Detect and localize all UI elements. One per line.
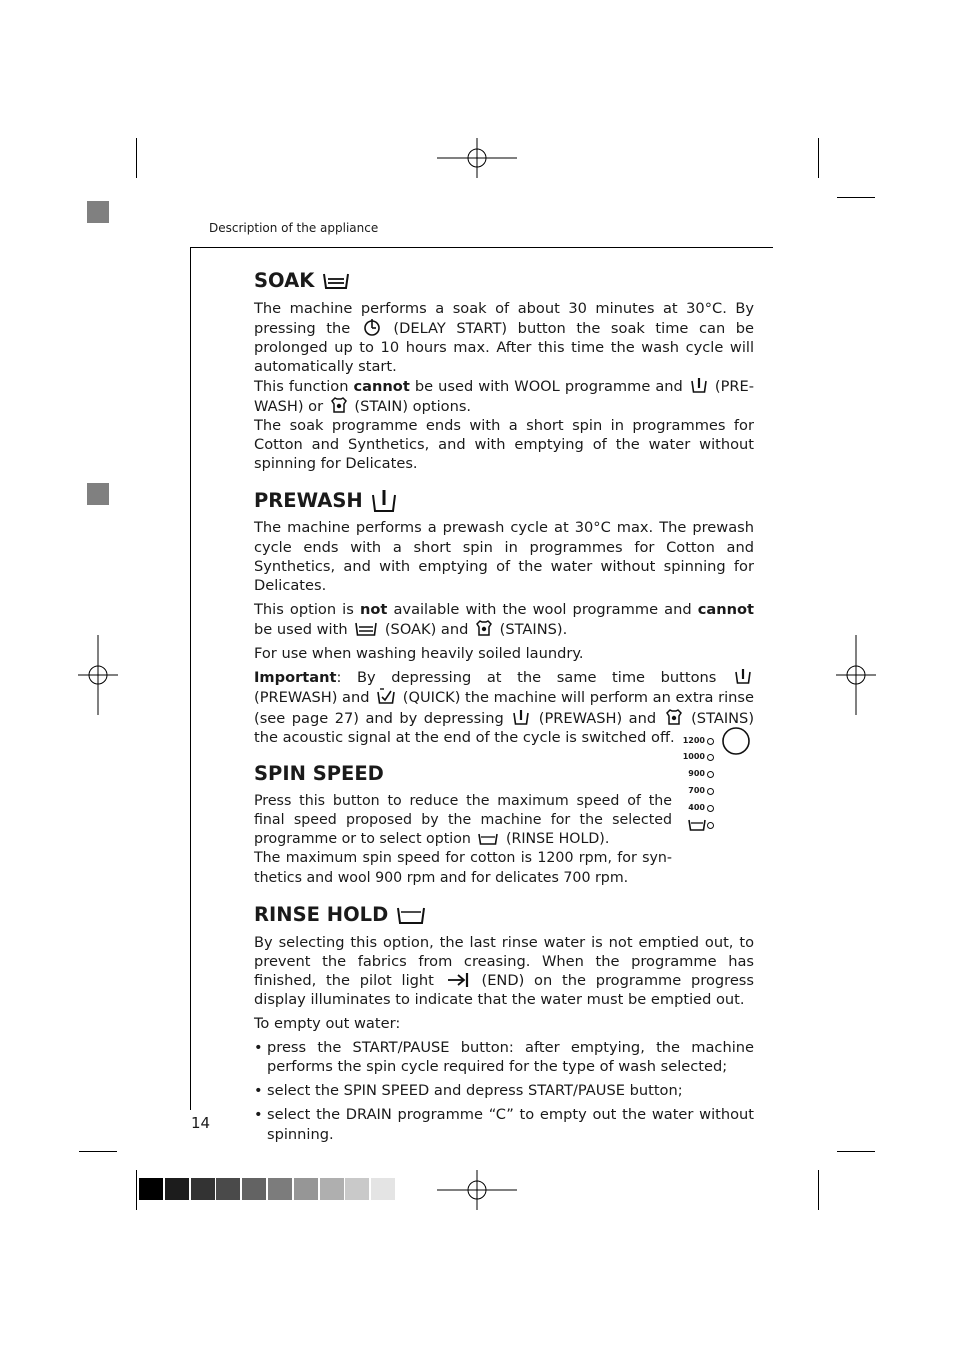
rinse-hold-paragraph-2: To empty out water: [254, 1015, 401, 1033]
color-swatch [216, 1178, 240, 1200]
crop-mark [837, 1151, 875, 1152]
speed-label-400: 400 [688, 803, 705, 812]
color-swatch [294, 1178, 318, 1200]
speed-indicator-light [707, 738, 714, 745]
speed-indicator-light [707, 822, 714, 829]
prewash-heading: PREWASH [254, 488, 754, 514]
end-arrow-icon [446, 972, 470, 988]
rinse-hold-icon [477, 832, 499, 846]
crop-mark [818, 1170, 819, 1210]
main-content [254, 268, 754, 1144]
bullet-marker: • [254, 1082, 263, 1100]
color-swatch [165, 1178, 189, 1200]
prewash-section [254, 488, 754, 747]
gray-tab-marker [87, 201, 109, 223]
crop-mark [79, 1151, 117, 1152]
rinse-hold-heading: RINSE HOLD [254, 902, 754, 928]
rinse-hold-section [254, 902, 754, 1144]
rinse-hold-paragraph-1: By selecting this option, the last rinse water is not emptied out, to prevent the fabrics from creasing. When the programme has finished, the pilot light (END) on the programme progress display illuminates to indicate that the water must be emptied out. [254, 933, 755, 1009]
color-swatch [268, 1178, 292, 1200]
margin-rule [190, 247, 191, 1110]
soak-heading: SOAK [254, 268, 754, 294]
crop-mark [837, 197, 875, 198]
rinse-hold-icon [396, 905, 426, 925]
color-swatch [139, 1178, 163, 1200]
stain-icon [330, 396, 348, 414]
speed-label-1000: 1000 [682, 752, 705, 761]
soak-paragraph-2: This function cannot be used with WOOL programme and (PRE-WASH) or (STAIN) options. [254, 377, 755, 415]
spin-speed-text [254, 792, 672, 888]
bullet-marker: • [254, 1106, 263, 1124]
stain-icon [665, 708, 683, 726]
list-item: • press the START/PAUSE button: after emptying, the machine performs the spin cycle required for the type of wash selected; [254, 1039, 754, 1076]
gray-tab-marker [87, 483, 109, 505]
speed-label-900: 900 [688, 769, 705, 778]
page-number: 14 [191, 1114, 211, 1132]
color-swatch [191, 1178, 215, 1200]
speed-indicator-light [707, 805, 714, 812]
speed-label-1200: 1200 [682, 736, 705, 745]
list-item: • select the SPIN SPEED and depress START/PAUSE button; [254, 1082, 683, 1100]
color-swatch [345, 1178, 369, 1200]
crop-mark [818, 138, 819, 178]
prewash-paragraph-2: This option is not available with the wool programme and cannot be used with (SOAK) and (STAINS). [254, 601, 754, 639]
soak-icon [322, 271, 350, 291]
color-swatch [320, 1178, 344, 1200]
registration-mark [836, 635, 876, 715]
list-item: • select the DRAIN programme “C” to empty out the water without spinning. [254, 1106, 754, 1143]
spin-speed-section [254, 761, 754, 888]
soak-paragraph-3: The soak programme ends with a short spin in programmes for Cotton and Synthetics, and with emptying of the water without spinning for Delicates. [254, 417, 754, 473]
registration-mark [437, 138, 517, 178]
color-swatch [242, 1178, 266, 1200]
prewash-icon [734, 668, 752, 685]
rinse-hold-icon [687, 818, 707, 832]
soak-paragraph-1: The machine performs a soak of about 30 minutes at 30°C. By pressing the (DELAY START) button the soak time can be prolonged up to 10 hours max. After this time the wash cycle will automatically start. [254, 299, 755, 376]
delay-start-icon [363, 318, 381, 336]
prewash-paragraph-1: The machine performs a prewash cycle at 30°C max. The prewash cycle ends with a short spin in programmes for Cotton and Synthetics, and with emptying of the water without spinning for Delicates. [254, 519, 754, 595]
registration-mark [437, 1170, 517, 1210]
running-title: Description of the appliance [209, 221, 379, 235]
prewash-paragraph-3: For use when washing heavily soiled laundry. [254, 645, 584, 663]
prewash-icon [690, 377, 708, 394]
spin-speed-panel [680, 726, 760, 838]
registration-mark [78, 635, 118, 715]
spin-speed-paragraph-2: The maximum spin speed for cotton is 1200 rpm, for syn-thetics and wool 900 rpm and for delicates 700 rpm. [254, 850, 672, 886]
bullet-marker: • [254, 1039, 263, 1057]
spin-speed-heading: SPIN SPEED [254, 762, 384, 786]
speed-indicator-light [707, 788, 714, 795]
speed-indicator-light [707, 771, 714, 778]
header-rule [190, 247, 773, 248]
quick-wash-icon [376, 687, 396, 705]
spin-speed-button [721, 726, 751, 756]
speed-label-700: 700 [688, 786, 705, 795]
crop-mark [136, 1170, 137, 1210]
stain-icon [475, 619, 493, 637]
crop-mark [136, 138, 137, 178]
color-swatch [371, 1178, 395, 1200]
speed-indicator-light [707, 754, 714, 761]
prewash-paragraph-4: Important: By depressing at the same time buttons (PREWASH) and (QUICK) the machine will perform an extra rinse (see page 27) and by depressing (PREWASH) and (STAINS) the acoustic signal at the end of the cycle is switched off. [254, 669, 755, 746]
spin-speed-paragraph-1: Press this button to reduce the maximum speed of the final speed proposed by the machine for the selected programme or to select option (RINSE HOLD). [254, 792, 672, 848]
soak-icon [354, 621, 378, 637]
prewash-icon [512, 709, 530, 726]
prewash-icon [371, 489, 397, 513]
soak-section [254, 268, 754, 474]
